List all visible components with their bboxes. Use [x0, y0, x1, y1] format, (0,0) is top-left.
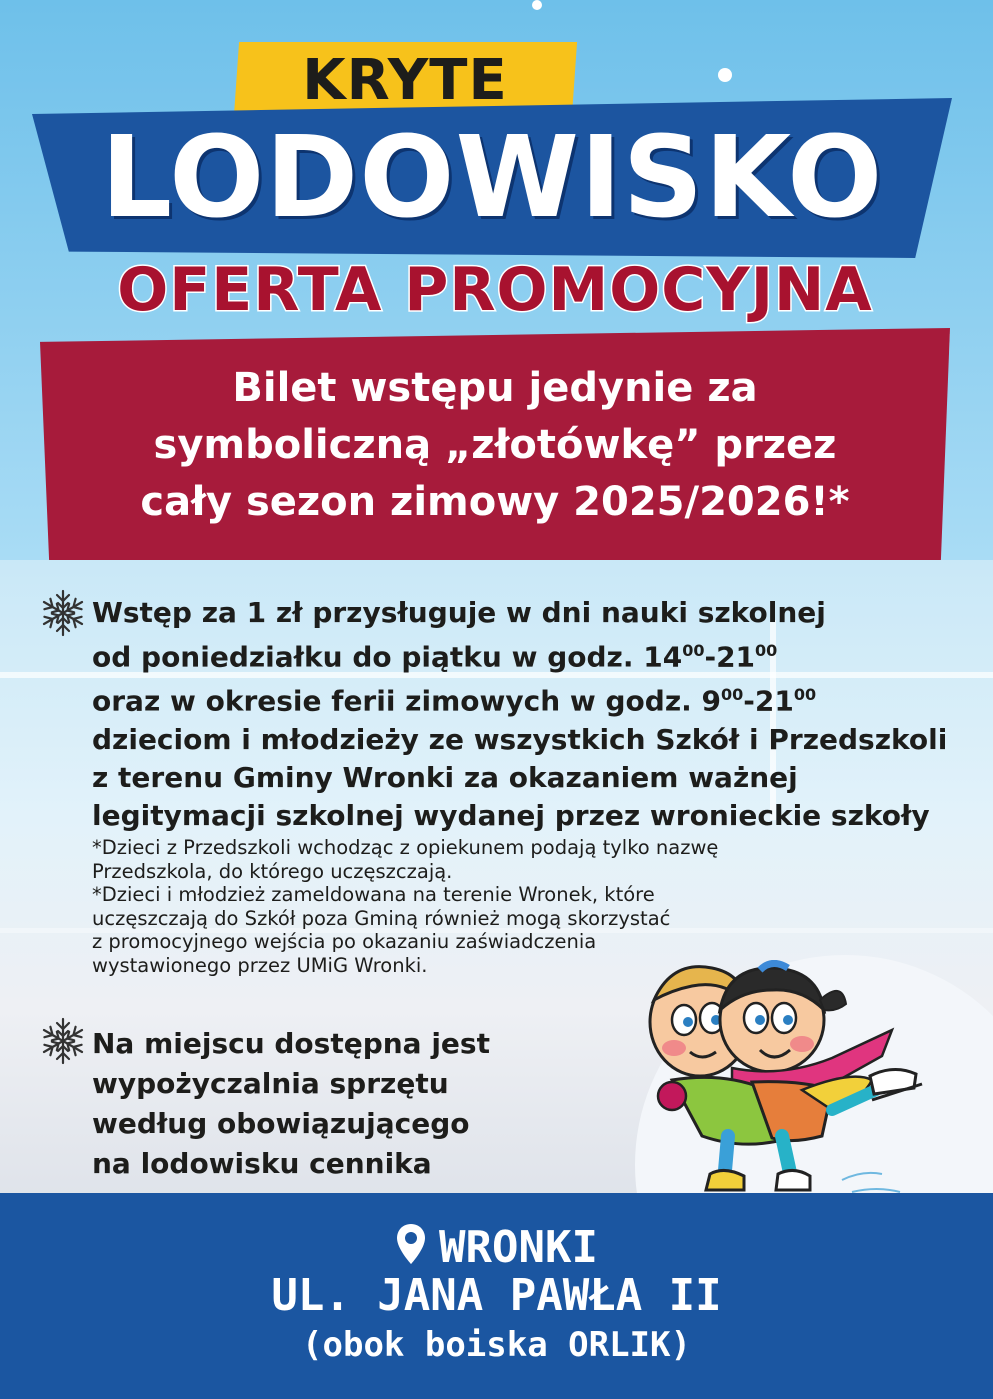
location-pin-icon — [395, 1222, 427, 1266]
snow-dot — [718, 68, 732, 82]
condition-line: od poniedziałku do piątku w godz. $14^{00}-21^{00}$ — [92, 640, 778, 674]
rental-line: wypożyczalnia sprzętu — [92, 1067, 449, 1100]
footnote-line: Przedszkola, do którego uczęszczają. — [92, 859, 453, 883]
condition-line: oraz w okresie ferii zimowych w godz. $9^{00}-21^{00}$ — [92, 684, 817, 718]
condition-line: dzieciom i młodzieży ze wszystkich Szkół i Przedszkoli — [92, 722, 948, 756]
city-label: WRONKI — [439, 1222, 598, 1273]
rental-line: na lodowisku cennika — [92, 1147, 432, 1180]
address-street: UL. JANA PAWŁA II — [271, 1270, 722, 1321]
rental-line: według obowiązującego — [92, 1107, 470, 1140]
rental-info — [92, 1024, 572, 1184]
condition-line: z terenu Gminy Wronki za okazaniem ważnej — [92, 760, 798, 794]
footnote-line: z promocyjnego wejścia po okazaniu zaświadczenia — [92, 930, 597, 953]
entry-conditions — [92, 594, 972, 835]
address-note: (obok boiska ORLIK) — [302, 1325, 691, 1365]
footnote-line: *Dzieci z Przedszkoli wchodząc z opiekunem podają tylko nazwę — [92, 836, 719, 859]
address-city — [0, 1222, 993, 1273]
footnote-line: *Dzieci i młodzież zameldowana na terenie Wronek, które — [92, 883, 655, 906]
skating-children-illustration — [632, 960, 932, 1205]
snow-dot — [532, 0, 542, 10]
snowflake-icon — [38, 588, 88, 638]
promo-line: cały sezon zimowy 2025/2026!* — [140, 479, 850, 525]
condition-line: legitymacji szkolnej wydanej przez wronieckie szkoły — [92, 798, 930, 832]
promo-line: symboliczną „złotówkę” przez — [153, 422, 837, 468]
offer-heading: OFERTA PROMOCYJNA — [117, 255, 873, 325]
page-title: LODOWISKO — [100, 113, 884, 243]
snowflake-icon — [38, 1016, 88, 1066]
kryte-label: KRYTE — [302, 48, 508, 113]
promo-text — [60, 360, 930, 531]
condition-line: Wstęp za 1 zł przysługuje w dni nauki szkolnej — [92, 596, 826, 629]
promo-line: Bilet wstępu jedynie za — [232, 365, 758, 411]
rental-line: Na miejscu dostępna jest — [92, 1027, 490, 1060]
footnote-line: wystawionego przez UMiG Wronki. — [92, 953, 428, 977]
footnote-line: uczęszczają do Szkół poza Gminą również mogą skorzystać — [92, 906, 671, 930]
